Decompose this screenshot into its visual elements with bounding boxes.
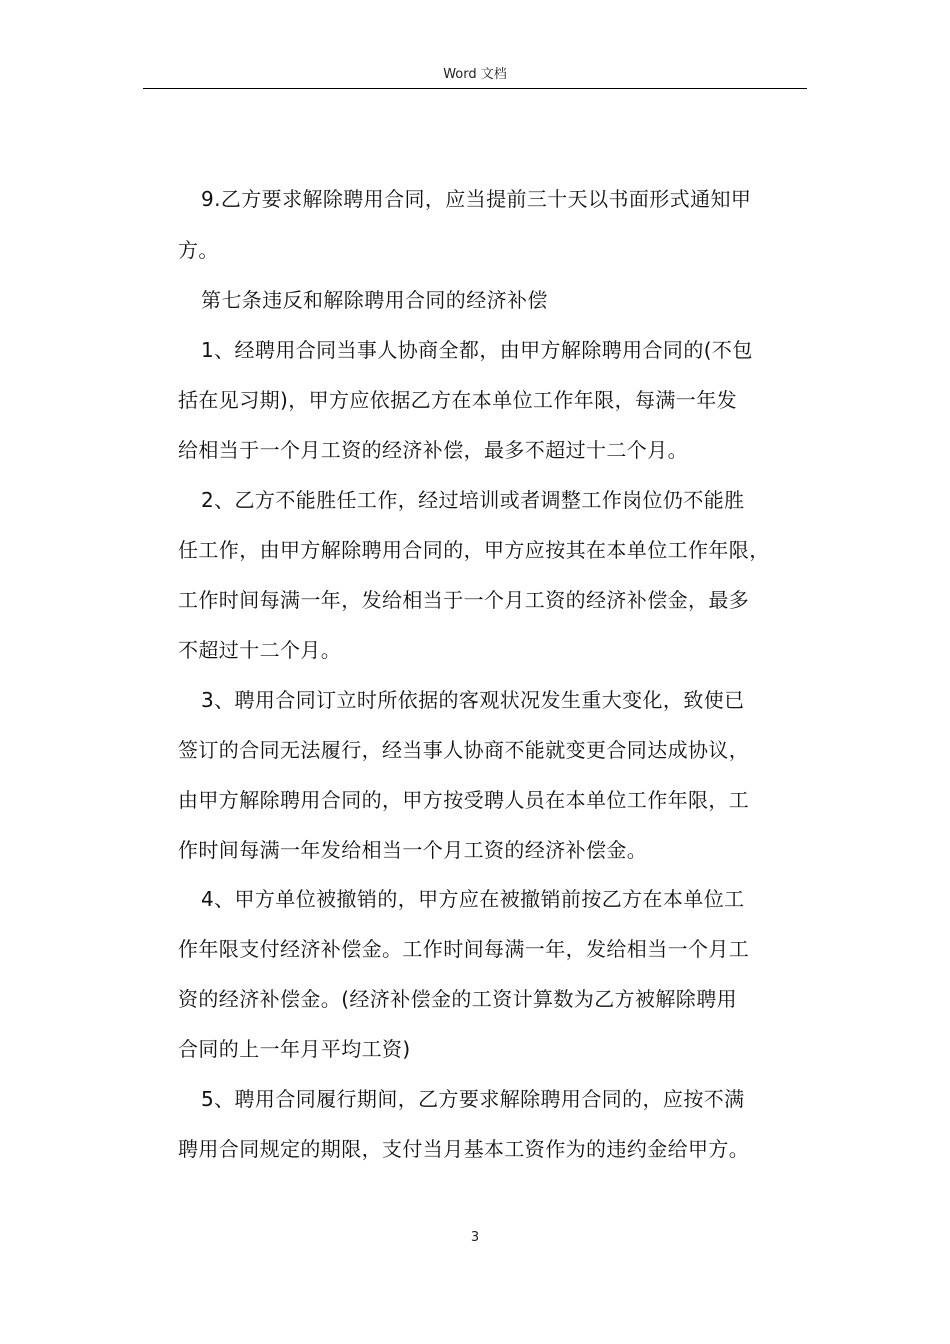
body-line: 1、经聘用合同当事人协商全都，由甲方解除聘用合同的(不包 bbox=[201, 338, 753, 362]
body-line: 方。 bbox=[178, 238, 219, 262]
body-line: 作时间每满一年发给相当一个月工资的经济补偿金。 bbox=[178, 838, 648, 862]
header-divider bbox=[143, 88, 807, 89]
body-line: 由甲方解除聘用合同的，甲方按受聘人员在本单位工作年限，工 bbox=[178, 788, 750, 812]
page-number: 3 bbox=[470, 1230, 480, 1245]
body-line: 作年限支付经济补偿金。工作时间每满一年，发给相当一个月工 bbox=[178, 937, 750, 961]
body-line: 工作时间每满一年，发给相当于一个月工资的经济补偿金，最多 bbox=[178, 588, 750, 612]
body-line: 签订的合同无法履行，经当事人协商不能就变更合同达成协议， bbox=[178, 738, 750, 762]
body-line: 括在见习期)，甲方应依据乙方在本单位工作年限，每满一年发 bbox=[178, 388, 738, 412]
body-line: 9.乙方要求解除聘用合同，应当提前三十天以书面形式通知甲 bbox=[201, 187, 752, 211]
section-heading: 第七条违反和解除聘用合同的经济补偿 bbox=[201, 288, 548, 312]
body-line: 任工作，由甲方解除聘用合同的，甲方应按其在本单位工作年限， bbox=[178, 538, 770, 562]
body-line: 4、甲方单位被撤销的，甲方应在被撤销前按乙方在本单位工 bbox=[201, 887, 745, 911]
page-header-title: Word 文档 bbox=[443, 67, 507, 82]
body-line: 资的经济补偿金。(经济补偿金的工资计算数为乙方被解除聘用 bbox=[178, 987, 738, 1011]
body-line: 5、聘用合同履行期间，乙方要求解除聘用合同的，应按不满 bbox=[201, 1087, 745, 1111]
body-line: 3、聘用合同订立时所依据的客观状况发生重大变化，致使已 bbox=[201, 688, 745, 712]
body-line: 聘用合同规定的期限，支付当月基本工资作为的违约金给甲方。 bbox=[178, 1137, 750, 1161]
body-line: 2、乙方不能胜任工作，经过培训或者调整工作岗位仍不能胜 bbox=[201, 488, 745, 512]
body-line: 不超过十二个月。 bbox=[178, 638, 342, 662]
body-line: 合同的上一年月平均工资) bbox=[178, 1037, 411, 1061]
body-line: 给相当于一个月工资的经济补偿，最多不超过十二个月。 bbox=[178, 438, 688, 462]
